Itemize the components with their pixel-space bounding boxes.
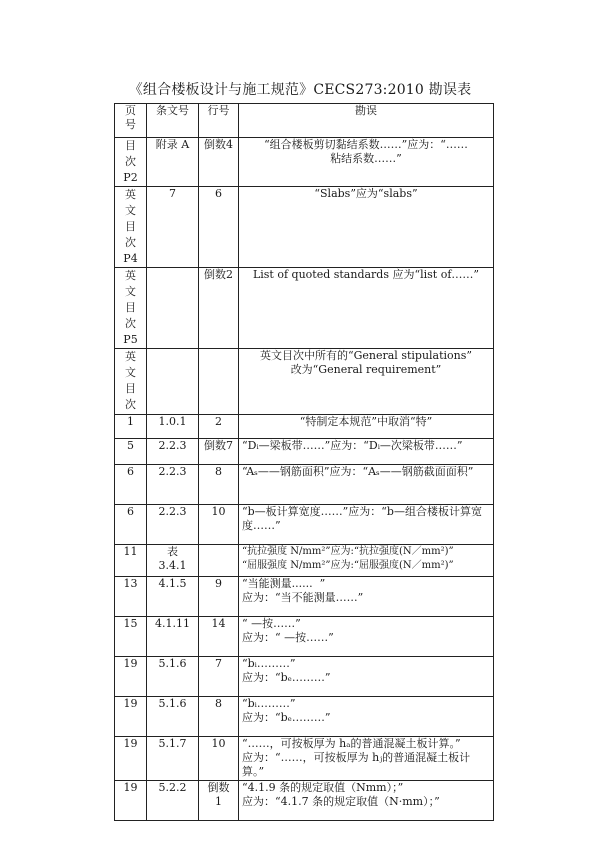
cell-errata: “bᵢ………” 应为：“bₑ………” xyxy=(239,697,494,737)
table-row xyxy=(115,505,494,545)
table-row xyxy=(115,657,494,697)
cell-errata: “……，可按板厚为 hₐ的普通混凝土板计算。” 应为：“……，可按板厚为 hⱼ的普通混凝土板计算。” xyxy=(239,737,494,781)
cell-clause: 2.2.3 xyxy=(147,439,199,465)
cell-line: 10 xyxy=(199,737,239,781)
table-row xyxy=(115,138,494,187)
cell-clause: 1.0.1 xyxy=(147,415,199,439)
cell-page: 6 xyxy=(115,465,147,505)
cell-line: 8 xyxy=(199,697,239,737)
cell-clause: 表 3.4.1 xyxy=(147,545,199,577)
header-errata: 勘误 xyxy=(239,104,494,138)
header-page: 页 号 xyxy=(115,104,147,138)
cell-line: 14 xyxy=(199,617,239,657)
table-header-row xyxy=(115,104,494,138)
cell-errata: 英文目次中所有的“General stipulations” 改为“General requirement” xyxy=(239,349,494,415)
cell-clause: 2.2.3 xyxy=(147,465,199,505)
cell-line: 倒数2 xyxy=(199,268,239,349)
table-row xyxy=(115,268,494,349)
table-row xyxy=(115,415,494,439)
cell-page: 5 xyxy=(115,439,147,465)
cell-page: 目 次 P2 xyxy=(115,138,147,187)
table-row xyxy=(115,439,494,465)
cell-page: 1 xyxy=(115,415,147,439)
cell-errata: “Dᵢ—梁板带……”应为：“Dᵢ—次梁板带……” xyxy=(239,439,494,465)
cell-errata: “4.1.9 条的规定取值（Nmm）；” 应为：“4.1.7 条的规定取值（N·mm）；” xyxy=(239,781,494,821)
cell-clause xyxy=(147,268,199,349)
cell-page: 19 xyxy=(115,737,147,781)
document-title: 《组合楼板设计与施工规范》CECS273:2010 勘误表 xyxy=(128,82,472,98)
cell-page: 英 文 目 次 xyxy=(115,349,147,415)
cell-errata: “Aₛ——钢筋面积”应为：“Aₛ——钢筋截面面积” xyxy=(239,465,494,505)
cell-page: 6 xyxy=(115,505,147,545)
cell-line: 倒数7 xyxy=(199,439,239,465)
cell-page: 19 xyxy=(115,657,147,697)
cell-line: 8 xyxy=(199,465,239,505)
cell-line: 10 xyxy=(199,505,239,545)
cell-line: 倒数 1 xyxy=(199,781,239,821)
cell-page: 13 xyxy=(115,577,147,617)
cell-errata: “特制定本规范”中取消“特” xyxy=(239,415,494,439)
cell-page: 英 文 目 次 P4 xyxy=(115,187,147,268)
cell-page: 15 xyxy=(115,617,147,657)
cell-line: 2 xyxy=(199,415,239,439)
table-row xyxy=(115,697,494,737)
cell-line xyxy=(199,545,239,577)
table-row xyxy=(115,545,494,577)
cell-page: 英 文 目 次 P5 xyxy=(115,268,147,349)
table-row xyxy=(115,781,494,821)
cell-clause: 5.2.2 xyxy=(147,781,199,821)
cell-clause: 7 xyxy=(147,187,199,268)
cell-clause: 5.1.6 xyxy=(147,657,199,697)
cell-errata: “抗拉强度 N/mm²”应为:“抗拉强度(N／mm²)” “屈服强度 N/mm²”应为:“屈服强度(N／mm²)” xyxy=(239,545,494,577)
cell-clause: 4.1.5 xyxy=(147,577,199,617)
cell-clause: 5.1.6 xyxy=(147,697,199,737)
cell-line xyxy=(199,349,239,415)
header-line: 行号 xyxy=(199,104,239,138)
cell-clause: 附录 A xyxy=(147,138,199,187)
cell-line: 7 xyxy=(199,657,239,697)
cell-errata: “b—板计算宽度……”应为：“b—组合楼板计算宽度……” xyxy=(239,505,494,545)
cell-errata: “ —按……” 应为：“ —按……” xyxy=(239,617,494,657)
table-row xyxy=(115,465,494,505)
table-row xyxy=(115,737,494,781)
cell-errata: “当能测量...... ” 应为：“当不能测量……” xyxy=(239,577,494,617)
cell-clause: 2.2.3 xyxy=(147,505,199,545)
cell-clause: 4.1.11 xyxy=(147,617,199,657)
cell-page: 19 xyxy=(115,781,147,821)
table-row xyxy=(115,349,494,415)
cell-errata: List of quoted standards 应为“list of……” xyxy=(239,268,494,349)
table-row xyxy=(115,577,494,617)
cell-errata: “组合楼板剪切黏结系数……”应为：“…… 粘结系数……” xyxy=(239,138,494,187)
cell-line: 倒数4 xyxy=(199,138,239,187)
cell-clause: 5.1.7 xyxy=(147,737,199,781)
cell-page: 19 xyxy=(115,697,147,737)
cell-errata: “Slabs”应为“slabs” xyxy=(239,187,494,268)
cell-line: 6 xyxy=(199,187,239,268)
cell-page: 11 xyxy=(115,545,147,577)
cell-errata: “bᵢ………” 应为：“bₑ………” xyxy=(239,657,494,697)
table-row xyxy=(115,617,494,657)
cell-line: 9 xyxy=(199,577,239,617)
table-row xyxy=(115,187,494,268)
errata-table xyxy=(114,103,494,821)
header-clause: 条文号 xyxy=(147,104,199,138)
cell-clause xyxy=(147,349,199,415)
